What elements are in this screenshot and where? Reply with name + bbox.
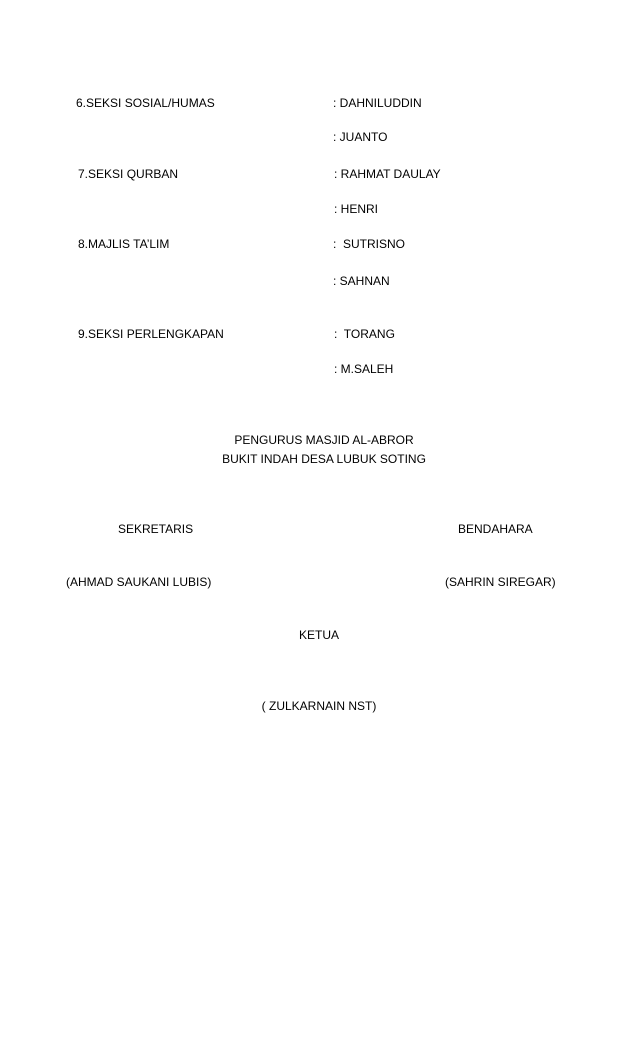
chair-name: ( ZULKARNAIN NST) [261,699,377,713]
member-name: : RAHMAT DAULAY [334,167,441,181]
member-name: : HENRI [334,202,379,216]
member-name: : M.SALEH [334,362,394,376]
member-name: : SUTRISNO [333,237,406,251]
member-name: : DAHNILUDDIN [333,96,422,110]
treasurer-title: BENDAHARA [458,522,533,536]
treasurer-name: (SAHRIN SIREGAR) [445,575,556,589]
section-label-perlengkapan: 9.SEKSI PERLENGKAPAN [78,327,224,341]
section-label-majlis-talim: 8.MAJLIS TA’LIM [78,237,170,251]
member-name: : SAHNAN [333,274,390,288]
secretary-name: (AHMAD SAUKANI LUBIS) [66,575,212,589]
member-name: : JUANTO [333,130,388,144]
org-title-line1: PENGURUS MASJID AL-ABROR [234,433,414,447]
org-title-line2: BUKIT INDAH DESA LUBUK SOTING [222,452,426,466]
member-name: : TORANG [334,327,395,341]
chair-title: KETUA [298,628,339,642]
secretary-title: SEKRETARIS [118,522,194,536]
section-label-qurban: 7.SEKSI QURBAN [78,167,179,181]
section-label-sosial-humas: 6.SEKSI SOSIAL/HUMAS [76,96,215,110]
